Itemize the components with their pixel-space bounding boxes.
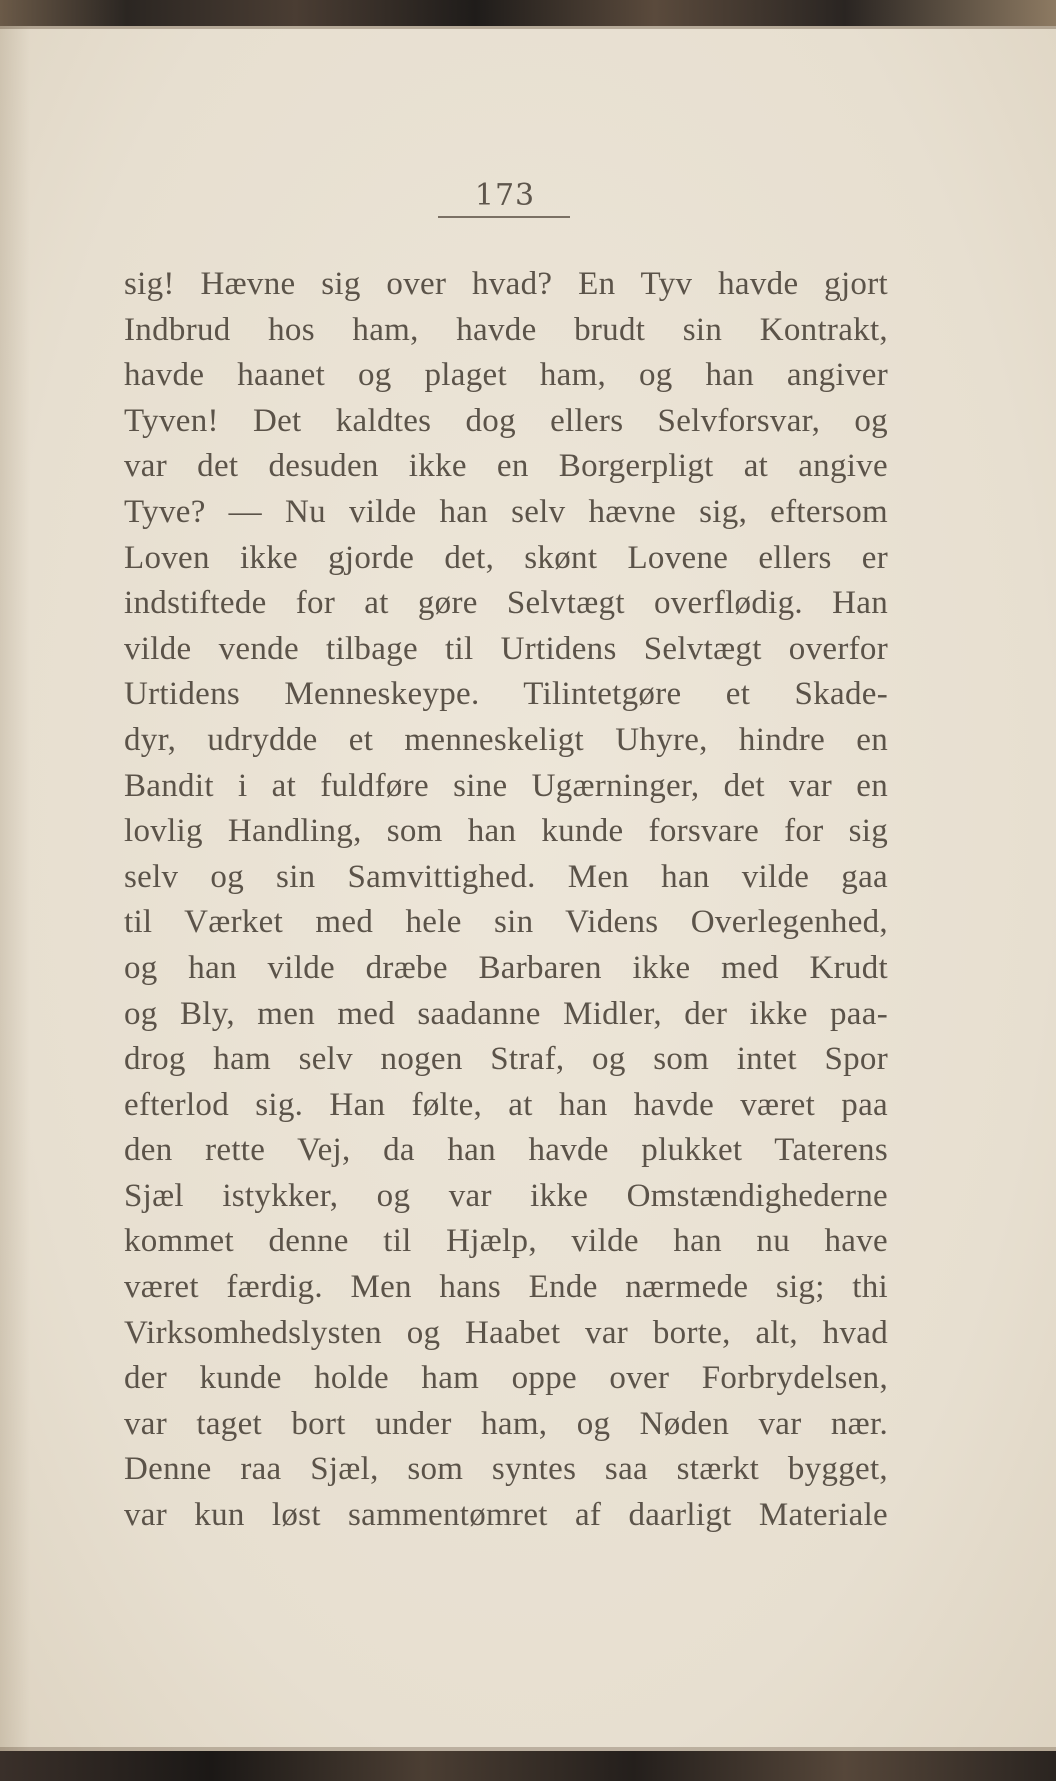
text-line: der kunde holde ham oppe over Forbrydelsen, (124, 1360, 888, 1397)
text-line: lovlig Handling, som han kunde forsvare for sig (124, 813, 888, 850)
text-line: Denne raa Sjæl, som syntes saa stærkt bygget, (124, 1451, 888, 1488)
text-line: Virksomhedslysten og Haabet var borte, alt, hvad (124, 1314, 888, 1351)
text-line: vilde vende tilbage til Urtidens Selvtægt overfor (124, 630, 888, 667)
page-number-rule (438, 216, 570, 218)
text-line: og han vilde dræbe Barbaren ikke med Krudt (124, 949, 888, 986)
text-line: Loven ikke gjorde det, skønt Lovene ellers er (124, 539, 888, 576)
text-line: efterlod sig. Han følte, at han havde været paa (124, 1086, 888, 1123)
text-line: var det desuden ikke en Borgerpligt at angive (124, 448, 888, 485)
text-line: den rette Vej, da han havde plukket Taterens (124, 1132, 888, 1169)
text-line: Tyven! Det kaldtes dog ellers Selvforsvar, og (124, 402, 888, 439)
text-line: Bandit i at fuldføre sine Ugærninger, det var en (124, 767, 888, 804)
text-line: Indbrud hos ham, havde brudt sin Kontrakt, (124, 311, 888, 348)
text-line: Urtidens Menneskeype. Tilintetgøre et Skade- (124, 676, 888, 713)
text-line: drog ham selv nogen Straf, og som intet Spor (124, 1041, 888, 1078)
text-line: selv og sin Samvittighed. Men han vilde gaa (124, 858, 888, 895)
text-line: Tyve? — Nu vilde han selv hævne sig, eftersom (124, 493, 888, 530)
body-text (124, 262, 888, 1539)
text-line: til Værket med hele sin Videns Overlegenhed, (124, 904, 888, 941)
text-line: dyr, udrydde et menneskeligt Uhyre, hindre en (124, 721, 888, 758)
text-line: kommet denne til Hjælp, vilde han nu have (124, 1223, 888, 1260)
text-line: indstiftede for at gøre Selvtægt overflødig. Han (124, 585, 888, 622)
page-number: 173 (474, 178, 536, 213)
text-line: var kun løst sammentømret af daarligt Materiale (124, 1497, 888, 1534)
book-bottom-edge (0, 1751, 1056, 1781)
text-line: været færdig. Men hans Ende nærmede sig; thi (124, 1269, 888, 1306)
text-line: Sjæl istykker, og var ikke Omstændighederne (124, 1177, 888, 1214)
text-line: havde haanet og plaget ham, og han angiver (124, 357, 888, 394)
text-line: sig! Hævne sig over hvad? En Tyv havde gjort (124, 266, 888, 302)
text-line: og Bly, men med saadanne Midler, der ikke paa- (124, 995, 888, 1032)
book-top-edge (0, 0, 1056, 26)
text-line: var taget bort under ham, og Nøden var nær. (124, 1405, 888, 1442)
